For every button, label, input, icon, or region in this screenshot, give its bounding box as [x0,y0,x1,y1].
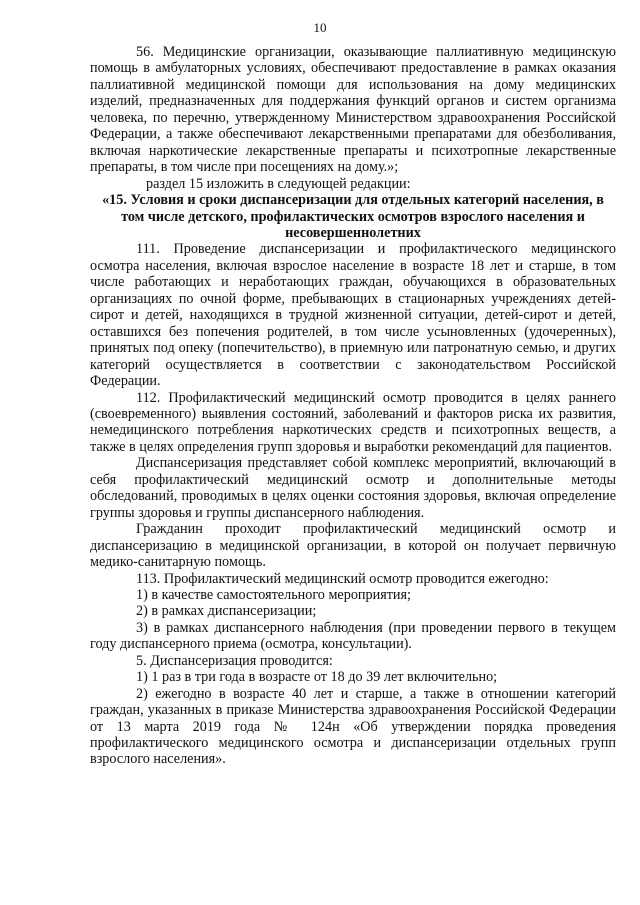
list-item-5-2: 2) ежегодно в возрасте 40 лет и старше, а также в отношении категорий граждан, указанных в приказе Министерства здравоохранения Российской Федерации от 13 марта 2019 года № 124н «Об утверждении порядка проведения профилактического медицинского осмотра и диспансеризации отдельных групп взрослого населения». [90,685,616,768]
paragraph-citizen: Гражданин проходит профилактический медицинский осмотр и диспансеризацию в медицинской организации, в которой он получает первичную медико-санитарную помощь. [90,521,616,571]
section-heading: «15. Условия и сроки диспансеризации для отдельных категорий населения, в том числе детского, профилактических осмотров взрослого населения и несовершеннолетних [102,192,604,241]
paragraph-dispanserization: Диспансеризация представляет собой комплекс мероприятий, включающий в себя профилактический медицинский осмотр и дополнительные методы обследований, проводимых в целях оценки состояния здоровья, включая определение группы здоровья и группы диспансерного наблюдения. [90,455,616,521]
list-item-113-3: 3) в рамках диспансерного наблюдения (при проведении первого в текущем году диспансерного приема (осмотра, консультации). [90,619,616,653]
page-number: 10 [313,20,327,35]
list-item-5-1: 1) 1 раз в три года в возрасте от 18 до 39 лет включительно; [136,669,498,686]
paragraph-56: 56. Медицинские организации, оказывающие паллиативную медицинскую помощь в амбулаторных условиях, обеспечивают предоставление в рамках оказания паллиативной медицинской помощи для использования на дому медицинских изделий, предназначенных для поддержания функций органов и систем организма человека, по перечню, утвержденному Министерством здравоохранения Российской Федерации, а также обеспечивают лекарственными препаратами для обезболивания, включая наркотические лекарственные препараты и психотропные лекарственные препараты, в том числе при посещениях на дому.»; [90,44,616,176]
section-15-instruction: раздел 15 изложить в следующей редакции: [146,175,411,192]
document-body [90,44,616,768]
list-item-113-2: 2) в рамках диспансеризации; [136,603,317,620]
paragraph-111: 111. Проведение диспансеризации и профилактического медицинского осмотра населения, включая взрослое население в возрасте 18 лет и старше, в том числе работающих и неработающих граждан, обучающихся в образовательных организациях по очной форме, пребывающих в стационарных учреждениях детей-сирот и детей, находящихся в трудной жизненной ситуации, детей-сирот и детей, оставшихся без попечения родителей, в том числе усыновленных (удочеренных), принятых под опеку (попечительство), в приемную или патронатную семью, и других категорий осуществляется в соответствии с законодательством Российской Федерации. [90,241,616,390]
paragraph-112: 112. Профилактический медицинский осмотр проводится в целях раннего (своевременного) выявления состояний, заболеваний и факторов риска их развития, немедицинского потребления наркотических средств и психотропных веществ, а также в целях определения групп здоровья и выработки рекомендаций для пациентов. [90,389,616,455]
paragraph-5: 5. Диспансеризация проводится: [136,652,333,669]
list-item-113-1: 1) в качестве самостоятельного мероприятия; [136,586,411,603]
paragraph-113: 113. Профилактический медицинский осмотр проводится ежегодно: [136,570,549,587]
